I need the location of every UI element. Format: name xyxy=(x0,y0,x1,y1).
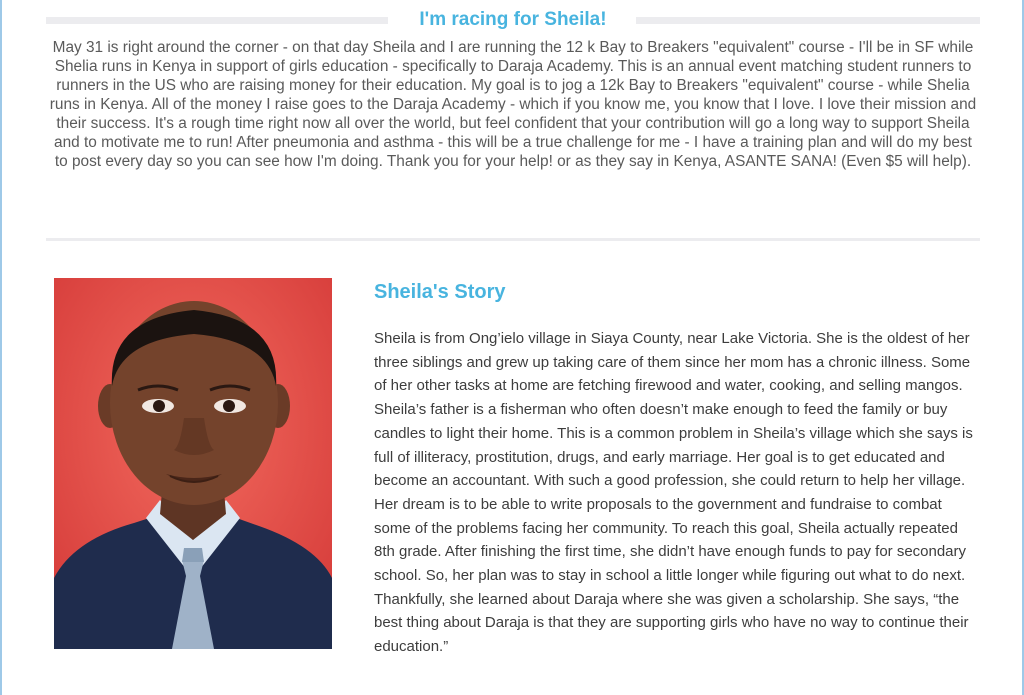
student-portrait-photo xyxy=(54,278,332,649)
section-divider xyxy=(46,238,980,241)
campaign-header xyxy=(46,8,980,32)
campaign-intro-text: May 31 is right around the corner - on that day Sheila and I are running the 12 k Bay to Breakers "equivalent" course - I'll be in SF while Shelia runs in Kenya in support of girls education - specifically to Daraja Academy. This is an annual event matching student runners to runners in the US who are raising money for their education. My goal is to jog a 12k Bay to Breakers "equivalent" course - while Shelia runs in Kenya. All of the money I raise goes to the Daraja Academy - which if you know me, you know that I love. I love their mission and their success. It's a rough time right now all over the world, but feel confident that your contribution will go a long way to support Sheila and to motivate me to run! After pneumonia and asthma - this will be a true challenge for me - I have a training plan and will do my best to post every day so you can see how I'm doing. Thank you for your help! or as they say in Kenya, ASANTE SANA! (Even $5 will help). xyxy=(49,39,977,170)
campaign-heading: I'm racing for Sheila! xyxy=(419,9,607,30)
student-portrait-illustration xyxy=(54,278,332,649)
story-title: Sheila's Story xyxy=(374,281,506,303)
story-body-text: Sheila is from Ong’ielo village in Siaya County, near Lake Victoria. She is the oldest of her three siblings and grew up taking care of them since her mom has a chronic illness. Some of her other tasks at home are fetching firewood and water, cooking, and selling mangos. Sheila’s father is a fisherman who often doesn’t make enough to feed the family or buy candles to light their home. This is a common problem in Sheila’s village which she says is full of illiteracy, prostitution, drugs, and early marriage. Her goal is to get educated and become an accountant. With such a good profession, she could return to help her village. Her dream is to be able to write proposals to the government and fundraise to combat some of the problems facing her community. To reach this goal, Sheila actually repeated 8th grade. After finishing the first time, she didn’t have enough funds to pay for secondary school. So, her plan was to stay in school a little longer while figuring out what to do next. Thankfully, she learned about Daraja where she was given a scholarship. She says, “the best thing about Daraja is that they are supporting girls who have no way to continue their education.” xyxy=(374,330,973,656)
